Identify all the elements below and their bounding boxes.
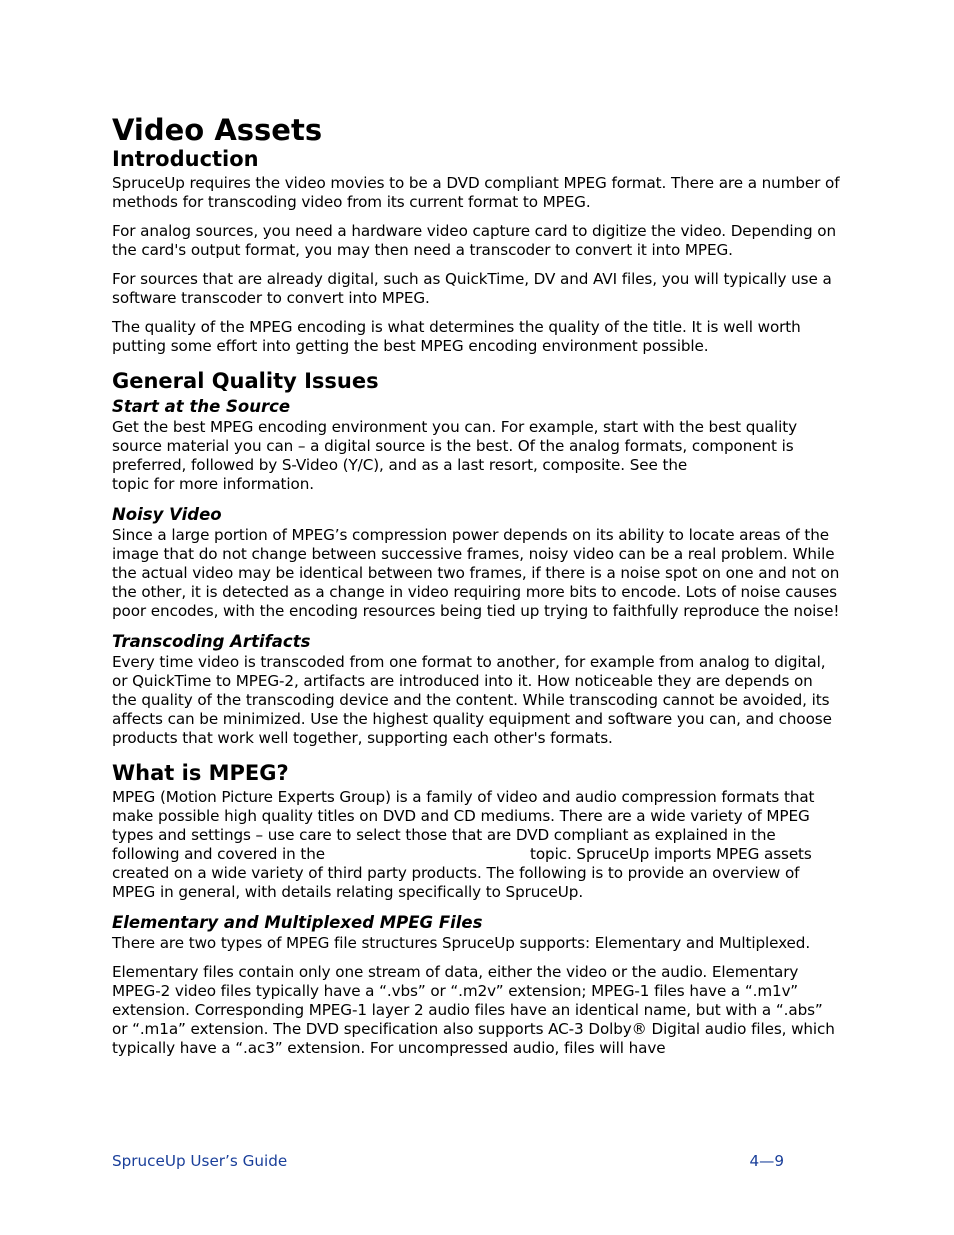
intro-paragraph-1: SpruceUp requires the video movies to be a DVD compliant MPEG format. There are a number of methods for transcoding video from its current format to MPEG.	[112, 174, 840, 211]
mpeg-heading: What is MPEG?	[112, 761, 289, 785]
source-text: Get the best MPEG encoding environment you can. For example, start with the best quality source material you can – a digital source is the best. Of the analog formats, component is preferred, followed by S-Video (Y/C), and as a last resort, composite. See the	[112, 418, 797, 474]
quality-heading: General Quality Issues	[112, 369, 379, 393]
elementary-paragraph-2: Elementary files contain only one stream of data, either the video or the audio. Elementary MPEG-2 video files typically have a “.vbs” or “.m2v” extension; MPEG-1 files have a “.m1v” extension. Corresponding MPEG-1 layer 2 audio files have an identical name, but with a “.abs” or “.m1a” extension. The DVD specification also supports AC-3 Dolby® Digital audio files, which typically have a “.ac3” extension. For uncompressed audio, files will have	[112, 963, 835, 1057]
mpeg-text-a: MPEG (Motion Picture Experts Group) is a family of video and audio compression formats that make possible high quality titles on DVD and CD mediums. There are a wide variety of MPEG types and settings – use care to select those that are DVD compliant as explained in the following and covered in the	[112, 788, 815, 863]
noisy-paragraph: Since a large portion of MPEG’s compression power depends on its ability to locate areas of the image that do not change between successive frames, noisy video can be a real problem. While the actual video may be identical between two frames, if there is a noise spot on one and not on the other, it is detected as a change in video requiring more bits to encode. Lots of noise causes poor encodes, with the encoding resources being tied up trying to faithfully reproduce the noise!	[112, 526, 840, 620]
page-title: Video Assets	[112, 113, 323, 147]
elementary-paragraph-1: There are two types of MPEG file structures SpruceUp supports: Elementary and Multiplexed.	[112, 934, 811, 952]
mpeg-paragraph	[112, 788, 840, 902]
elementary-subheading: Elementary and Multiplexed MPEG Files	[112, 913, 483, 932]
document-body	[112, 110, 840, 1058]
footer-page-number: 4—9	[749, 1152, 784, 1170]
intro-paragraph-3: For sources that are already digital, such as QuickTime, DV and AVI files, you will typically use a software transcoder to convert into MPEG.	[112, 270, 832, 307]
source-subheading: Start at the Source	[112, 397, 291, 416]
introduction-heading: Introduction	[112, 147, 259, 171]
noisy-subheading: Noisy Video	[112, 505, 222, 524]
intro-paragraph-2: For analog sources, you need a hardware video capture card to digitize the video. Depending on the card's output format, you may then need a transcoder to convert it into MPEG.	[112, 222, 837, 259]
page-footer	[112, 1152, 784, 1170]
mpeg-text-b: topic. SpruceUp imports MPEG assets created on a wide variety of third party products. The following is to provide an overview of MPEG in general, with details relating specifically to SpruceUp.	[112, 845, 812, 901]
source-text-end: topic for more information.	[112, 475, 314, 493]
source-paragraph	[112, 418, 840, 494]
intro-paragraph-4: The quality of the MPEG encoding is what determines the quality of the title. It is well worth putting some effort into getting the best MPEG encoding environment possible.	[112, 318, 801, 355]
artifacts-subheading: Transcoding Artifacts	[112, 632, 311, 651]
artifacts-paragraph: Every time video is transcoded from one format to another, for example from analog to digital, or QuickTime to MPEG-2, artifacts are introduced into it. How noticeable they are depends on the quality of the transcoding device and the content. While transcoding cannot be avoided, its affects can be minimized. Use the highest quality equipment and software you can, and choose products that work well together, supporting each other's formats.	[112, 653, 832, 747]
footer-guide-title: SpruceUp User’s Guide	[112, 1152, 288, 1170]
